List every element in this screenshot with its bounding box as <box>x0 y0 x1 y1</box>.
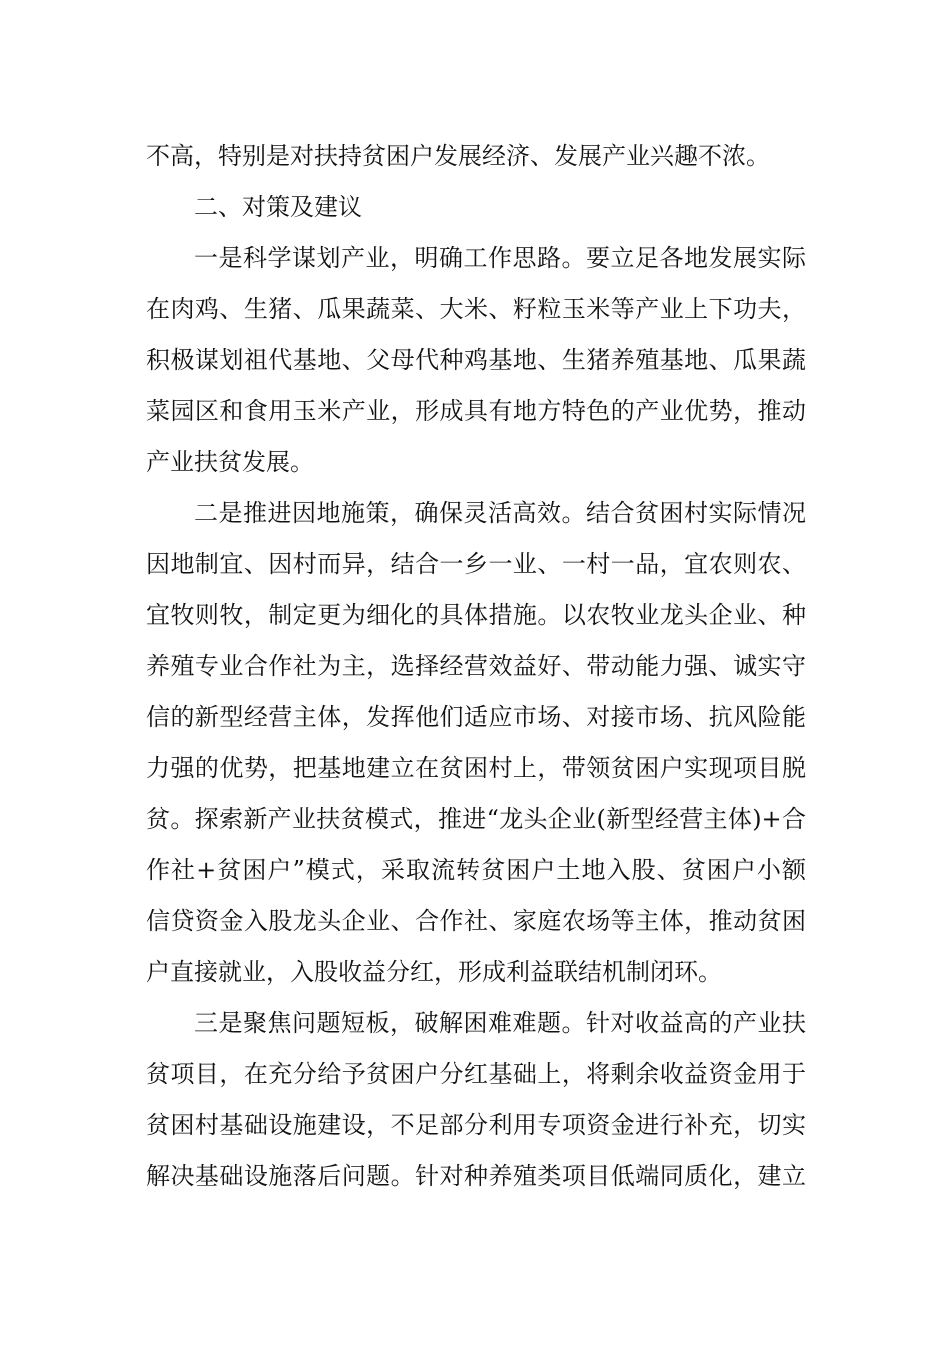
text-line: 菜园区和食用玉米产业，形成具有地方特色的产业优势，推动 <box>146 397 806 425</box>
text-line: 一是科学谋划产业，明确工作思路。要立足各地发展实际 <box>194 244 806 272</box>
text-line: 贫项目，在充分给予贫困户分红基础上，将剩余收益资金用于 <box>146 1060 806 1088</box>
section-heading: 二、对策及建议 <box>194 193 362 221</box>
text-line: 解决基础设施落后问题。针对种养殖类项目低端同质化，建立 <box>146 1162 806 1190</box>
text-line: 三是聚焦问题短板，破解困难难题。针对收益高的产业扶 <box>194 1009 806 1037</box>
text-line: 在肉鸡、生猪、瓜果蔬菜、大米、籽粒玉米等产业上下功夫， <box>146 295 806 323</box>
text-line: 产业扶贫发展。 <box>146 448 314 476</box>
text-line: 力强的优势，把基地建立在贫困村上，带领贫困户实现项目脱 <box>146 754 806 782</box>
text-line: 信的新型经营主体，发挥他们适应市场、对接市场、抗风险能 <box>146 703 806 731</box>
text-line: 贫困村基础设施建设，不足部分利用专项资金进行补充，切实 <box>146 1111 806 1139</box>
text-line: 养殖专业合作社为主，选择经营效益好、带动能力强、诚实守 <box>146 652 806 680</box>
text-line: 因地制宜、因村而异，结合一乡一业、一村一品，宜农则农、 <box>146 550 806 578</box>
text-line: 积极谋划祖代基地、父母代种鸡基地、生猪养殖基地、瓜果蔬 <box>146 346 806 374</box>
text-line: 不高，特别是对扶持贫困户发展经济、发展产业兴趣不浓。 <box>146 142 770 170</box>
text-line: 户直接就业，入股收益分红，形成利益联结机制闭环。 <box>146 958 722 986</box>
text-line: 贫。探索新产业扶贫模式，推进“龙头企业(新型经营主体)+合 <box>146 805 806 833</box>
text-line: 信贷资金入股龙头企业、合作社、家庭农场等主体，推动贫困 <box>146 907 806 935</box>
text-line: 宜牧则牧，制定更为细化的具体措施。以农牧业龙头企业、种 <box>146 601 806 629</box>
text-line: 二是推进因地施策，确保灵活高效。结合贫困村实际情况 <box>194 499 806 527</box>
text-line: 作社+贫困户”模式，采取流转贫困户土地入股、贫困户小额 <box>146 856 806 884</box>
